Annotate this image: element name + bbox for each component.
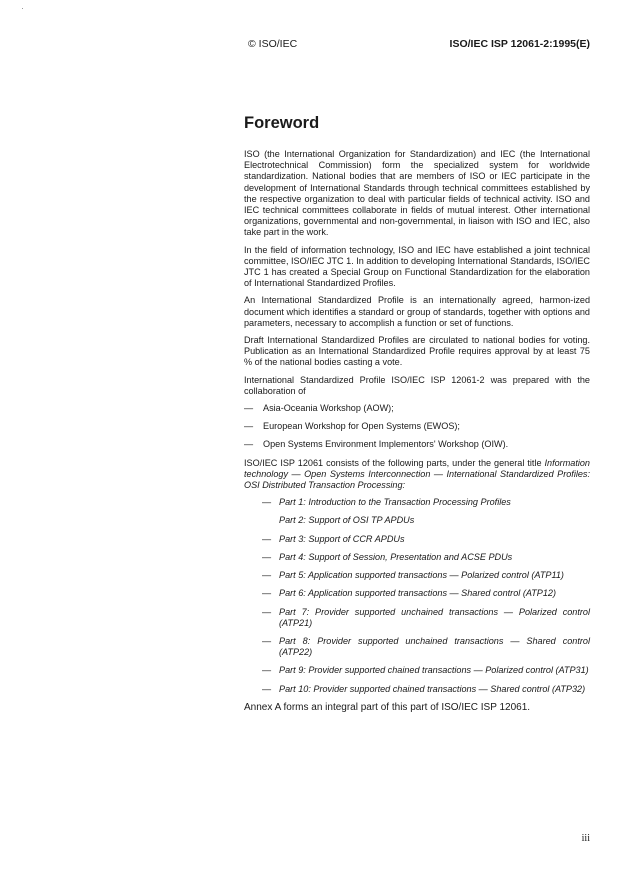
part-item bbox=[244, 570, 590, 581]
page-number: iii bbox=[581, 833, 590, 844]
foreword-body bbox=[244, 149, 590, 719]
paragraph: Draft International Standardized Profiles are circulated to national bodies for voting. Publication as an International Standardized Profile requires approval by at least 75 % of the national bodies casting a vote. bbox=[244, 335, 590, 368]
list-dash: — bbox=[262, 683, 272, 694]
list-dash: — bbox=[262, 497, 272, 508]
page-title: Foreword bbox=[244, 114, 320, 132]
scan-speck bbox=[22, 8, 23, 9]
paragraph: In the field of information technology, ISO and IEC have established a joint technical committee, ISO/IEC JTC 1. In addition to developing International Standards, ISO/IEC JTC 1 has created a Special Group on Functional Standardization for the elaboration of International Standardized Profiles. bbox=[244, 244, 590, 289]
part-item-text: Part 4: Support of Session, Presentation and ACSE PDUs bbox=[279, 551, 513, 562]
part-item-text: Part 6: Application supported transactions — Shared control (ATP12) bbox=[279, 588, 556, 599]
list-dash: — bbox=[244, 403, 254, 414]
paragraph: International Standardized Profile ISO/IEC ISP 12061-2 was prepared with the collaboration of bbox=[244, 374, 590, 396]
part-item bbox=[244, 552, 590, 563]
list-dash: — bbox=[244, 421, 254, 432]
final-sentence: Annex A forms an integral part of this part of ISO/IEC ISP 12061. bbox=[244, 701, 531, 713]
list-dash: — bbox=[262, 570, 272, 581]
parts-list bbox=[244, 497, 590, 694]
list-dash bbox=[262, 515, 279, 526]
part-item-text: Part 8: Provider supported unchained transactions — Shared control (ATP22) bbox=[279, 635, 590, 658]
list-item-text: European Workshop for Open Systems (EWOS); bbox=[263, 421, 460, 432]
list-dash: — bbox=[262, 551, 272, 562]
list-item bbox=[244, 421, 590, 432]
part-item bbox=[244, 515, 590, 526]
part-item-text: Part 9: Provider supported chained transactions — Polarized control (ATP31) bbox=[279, 665, 589, 676]
part-item bbox=[244, 636, 590, 658]
parts-intro: ISO/IEC ISP 12061 consists of the following parts, under the general title bbox=[244, 457, 542, 468]
list-dash: — bbox=[244, 439, 254, 450]
paragraph: ISO (the International Organization for Standardization) and IEC (the International Electrotechnical Commission) form the specialized system for worldwide standardization. National bodies that are members of ISO or IEC participate in the development of International Standards through technical committees established by the respective organization to deal with particular fields of technical activity. ISO and IEC technical committees collaborate in fields of mutual interest. Other international organizations, governmental and non-governmental, in liaison with ISO and IEC, also take part in the work. bbox=[244, 149, 590, 238]
part-item bbox=[244, 534, 590, 545]
part-item bbox=[244, 665, 590, 676]
part-item bbox=[244, 497, 590, 508]
header-document-id: ISO/IEC ISP 12061-2:1995(E) bbox=[449, 38, 590, 50]
part-item bbox=[244, 607, 590, 629]
list-item bbox=[244, 439, 590, 450]
part-item-text: Part 7: Provider supported unchained transactions — Polarized control (ATP21) bbox=[279, 606, 590, 628]
part-item-text: Part 10: Provider supported chained transactions — Shared control (ATP32) bbox=[279, 683, 586, 694]
paragraph: An International Standardized Profile is an internationally agreed, harmon-ized document which identifies a standard or group of standards, together with options and parameters, necessary to accomplish a function or set of functions. bbox=[244, 295, 590, 328]
part-item bbox=[244, 588, 590, 599]
list-dash: — bbox=[262, 635, 272, 646]
part-item-text: Part 2: Support of OSI TP APDUs bbox=[279, 515, 415, 526]
parts-paragraph bbox=[244, 458, 590, 492]
header-copyright: © ISO/IEC bbox=[248, 38, 298, 50]
list-item-text: Open Systems Environment Implementors' Workshop (OIW). bbox=[263, 439, 509, 450]
list-item bbox=[244, 403, 590, 414]
list-item-text: Asia-Oceania Workshop (AOW); bbox=[263, 403, 394, 414]
list-dash: — bbox=[262, 665, 272, 676]
list-dash: — bbox=[262, 533, 272, 544]
list-dash: — bbox=[262, 588, 272, 599]
parts-general-title: Information technology — Open Systems Interconnection — International Standardized Profiles: OSI Distributed Transaction Processing: bbox=[244, 457, 590, 491]
part-item-text: Part 3: Support of CCR APDUs bbox=[279, 533, 405, 544]
workshop-list bbox=[244, 403, 590, 451]
list-dash: — bbox=[262, 606, 272, 617]
part-item-text: Part 5: Application supported transactions — Polarized control (ATP11) bbox=[279, 570, 564, 581]
part-item-text: Part 1: Introduction to the Transaction Processing Profiles bbox=[279, 497, 511, 508]
part-item bbox=[244, 684, 590, 695]
